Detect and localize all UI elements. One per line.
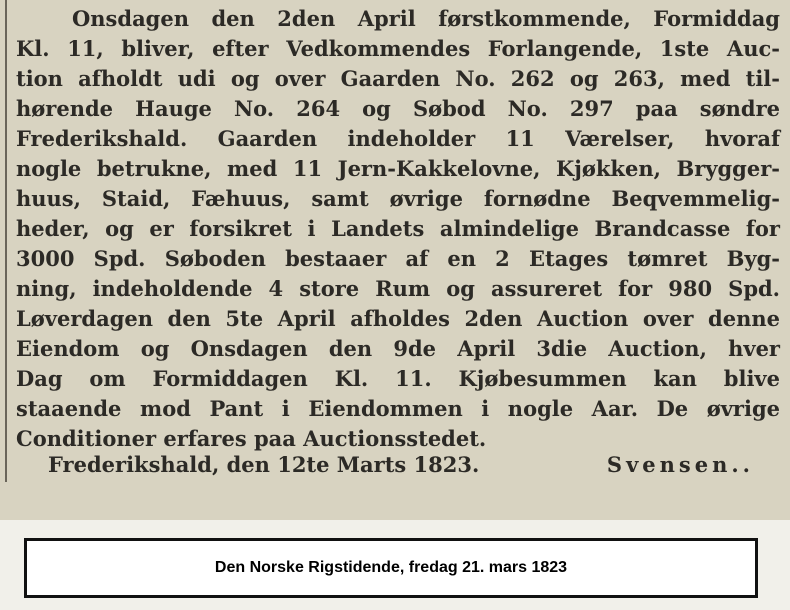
text-line: tion afholdt udi og over Gaarden No. 262 og 263, med til- [16,66,780,91]
text-line: Løverdagen den 5te April afholdes 2den Auction over denne [16,306,780,331]
column-rule [5,0,7,482]
text-line: nogle betrukne, med 11 Jern-Kakkelovne, Kjøkken, Brygger- [16,156,780,181]
signature-row [48,452,754,477]
caption-box [24,538,758,598]
text-line: huus, Staid, Fæhuus, samt øvrige fornødne Beqvemmelig- [16,186,780,211]
text-line: hørende Hauge No. 264 og Søbod No. 297 paa søndre [16,96,780,121]
text-line: Onsdagen den 2den April førstkommende, Formiddag [72,6,780,31]
text-line: Eiendom og Onsdagen den 9de April 3die Auction, hver [16,336,780,361]
text-line: Frederikshald. Gaarden indeholder 11 Værelser, hvoraf [16,126,780,151]
text-line: Kl. 11, bliver, efter Vedkommendes Forlangende, 1ste Auc- [16,36,780,61]
text-line: heder, og er forsikret i Landets almindelige Brandcasse for [16,216,780,241]
advertisement-text [16,4,780,454]
text-line: 3000 Spd. Søboden bestaaer af en 2 Etages tømret Byg- [16,246,780,271]
text-line: ning, indeholdende 4 store Rum og assureret for 980 Spd. [16,276,780,301]
text-line: staaende mod Pant i Eiendommen i nogle Aar. De øvrige [16,396,780,421]
caption-text: Den Norske Rigstidende, fredag 21. mars 1823 [214,559,568,576]
text-line: Dag om Formiddagen Kl. 11. Kjøbesummen kan blive [16,366,780,391]
place-date: Frederikshald, den 12te Marts 1823. [48,452,480,477]
text-line: Conditioner erfares paa Auctionsstedet. [16,426,487,451]
signature: Svensen.. [606,452,754,477]
